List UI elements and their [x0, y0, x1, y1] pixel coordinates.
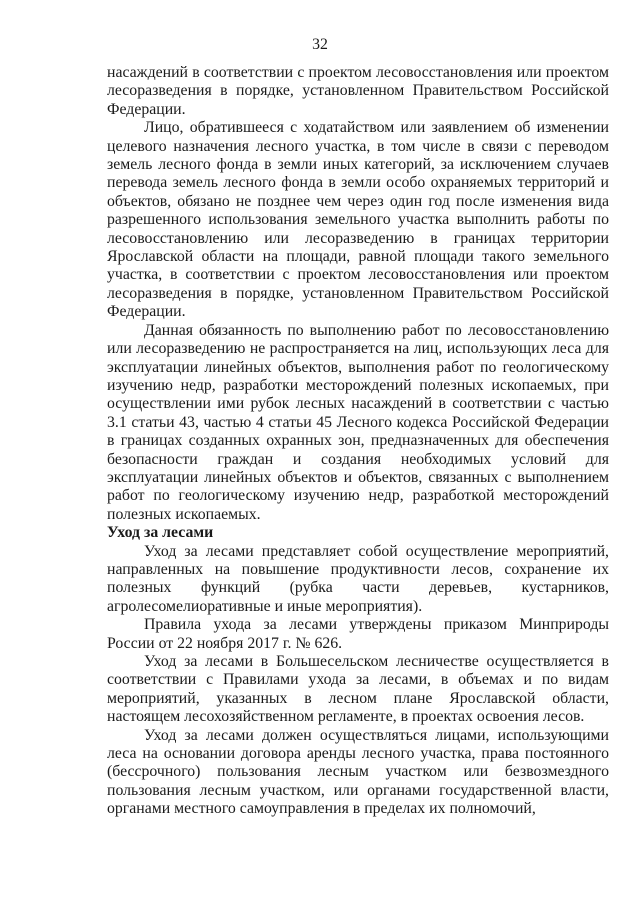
paragraph: Правила ухода за лесами утверждены приказом Минприроды России от 22 ноября 2017 г. № 626. — [107, 616, 609, 652]
paragraph: Уход за лесами должен осуществляться лицами, использующими леса на основании договора аренды лесного участка, права постоянного (бессрочного) пользования лесным участком или безвозмездного пользования лесным участком, или органами государственной власти, органами местного самоуправления в пределах их полномочий, — [107, 726, 609, 818]
paragraph: Уход за лесами представляет собой осуществление мероприятий, направленных на повышение продуктивности лесов, сохранение их полезных функций (рубка части деревьев, кустарников, агролесомелиоративные и иные мероприятия). — [107, 542, 609, 615]
document-body — [107, 64, 609, 819]
section-heading: Уход за лесами — [107, 524, 214, 542]
paragraph: Уход за лесами в Большесельском лесничестве осуществляется в соответствии с Правилами ухода за лесами, в объемах и по видам мероприятий, указанных в лесном плане Ярославской области, настоящем лесохозяйственном регламенте, в проектах освоения лесов. — [107, 653, 609, 726]
paragraph: Данная обязанность по выполнению работ по лесовосстановлению или лесоразведению не распространяется на лиц, использующих леса для эксплуатации линейных объектов, выполнения работ по геологическому изучению недр, разработки месторождений полезных ископаемых, при осуществлении ими рубок лесных насаждений в соответствии с частью 3.1 статьи 43, частью 4 статьи 45 Лесного кодекса Российской Федерации в границах созданных охранных зон, предназначенных для обеспечения безопасности граждан и создания необходимых условий для эксплуатации линейных объектов и объектов, связанных с выполнением работ по геологическому изучению недр, разработкой месторождений полезных ископаемых. — [107, 321, 609, 523]
paragraph: Лицо, обратившееся с ходатайством или заявлением об изменении целевого назначения лесного участка, в том числе в связи с переводом земель лесного фонда в земли иных категорий, за исключением случаев перевода земель лесного фонда в земли особо охраняемых территорий и объектов, обязано не позднее чем через один год после изменения вида разрешенного использования земельного участка выполнить работы по лесовосстановлению или лесоразведению в границах территории Ярославской области на площади, равной площади такого земельного участка, в соответствии с проектом лесовосстановления или проектом лесоразведения в порядке, установленном Правительством Российской Федерации. — [107, 119, 609, 321]
page-number: 32 — [312, 36, 328, 53]
paragraph-continuation: насаждений в соответствии с проектом лесовосстановления или проектом лесоразведения в порядке, установленном Правительством Российской Федерации. — [107, 64, 609, 118]
